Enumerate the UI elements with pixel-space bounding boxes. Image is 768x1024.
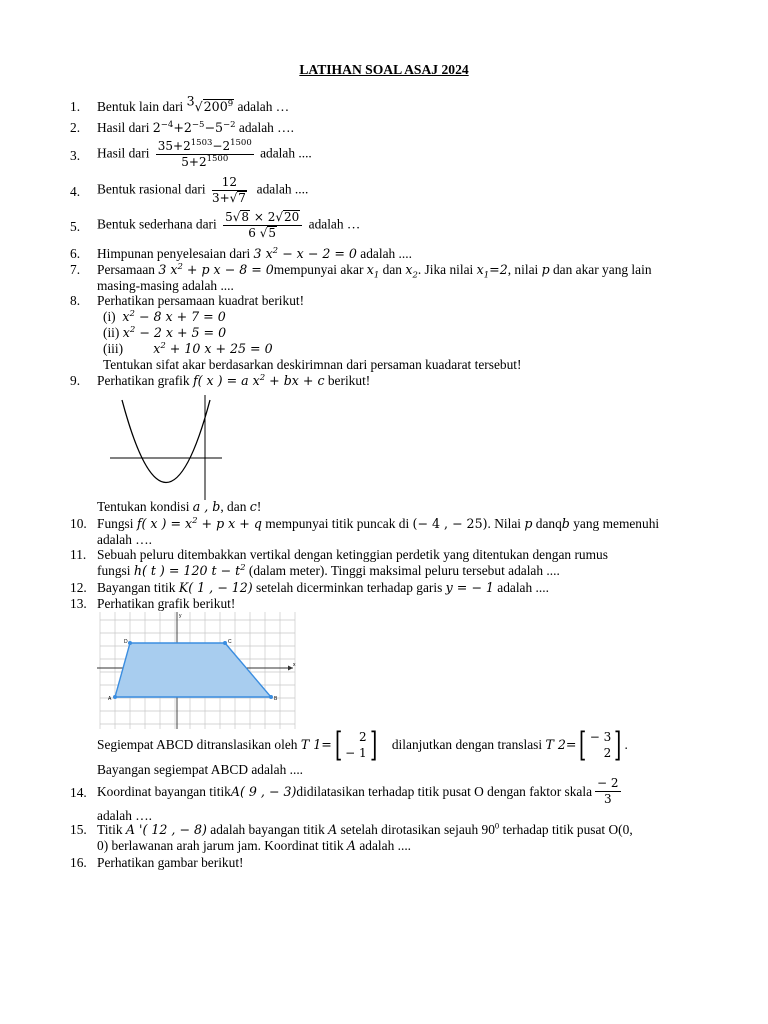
matrix-t2: [ − 3 2 ] [579,725,622,765]
question-6 [70,246,698,262]
question-text: adalah .... [256,145,312,161]
label-d: D [124,639,128,645]
question-9-instruction: Tentukan kondisi a , b, dan c! [97,499,262,514]
question-text: Hasil dari [97,120,153,135]
question-number: 7. [70,262,81,277]
question-8-instruction: Tentukan sifat akar berdasarkan deskirimnan dari persaman kuadarat tersebut! [103,357,522,372]
page-title: LATIHAN SOAL ASAJ 2024 [299,62,469,77]
question-text: adalah …. [235,120,294,135]
question-15: 15. Titik A '( 12 , − 8) adalah bayangan titik A setelah dirotasikan sejauh $90^0$ terhadap titik pusat O(0, 0) berlawanan arah jarum jam. Koordinat titik A adalah .... [70,820,633,853]
label-c: C [228,639,232,645]
question-text: Bentuk sederhana dari [97,216,221,232]
question-text: masing-masing adalah .... [97,278,234,293]
question-3 [70,139,698,170]
trapezoid-abcd [115,643,271,697]
question-number: 11. [70,547,87,562]
fraction: $\frac{12}{3+√7}$ [211,175,246,205]
equation: 3 $x^2 - x - 2 = 0$ [253,245,357,261]
question-2 [70,120,698,136]
question-text: Himpunan penyelesaian dari [97,246,254,261]
sub-item-i: (i) $x^2 - 8$ x + 7 = 0 [103,308,226,324]
question-number: 2. [70,120,81,135]
question-13-closing: Bayangan segiempat ABCD adalah .... [97,762,304,777]
trapezoid-graph [97,612,299,729]
label-x: x [293,662,296,668]
question-number: 5. [70,219,81,234]
sub-item-iii: (iii) $x^2 + 10$ x + 25 = 0 [103,340,273,356]
question-text: Bentuk rasional dari [97,181,209,197]
question-text: adalah … [234,99,290,114]
root-index: 3 [186,93,195,109]
question-13: 13. Perhatikan grafik berikut! [70,596,236,611]
question-text: adalah … [305,216,361,232]
question-14-closing: adalah …. [97,808,153,823]
sub-item-ii: (ii) $x^2 - 2$ x + 5 = 0 [103,324,227,340]
question-10: 10. Fungsi f( x ) = $x^2 + p$ x + q mempunyai titik puncak di (− 4 , − 25). Nilai p danqb yang memenuhi adalah …. [70,515,660,547]
question-13-translation: Segiempat ABCD ditranslasikan oleh T 1 = [ 2 − 1 ] dilanjutkan dengan translasi T 2 = [ − 3 2 ] . [97,725,628,765]
question-number: 14. [70,785,87,800]
question-9: 9. Perhatikan grafik f( x ) = a $x^2$ + bx + c berikut! [70,372,371,388]
question-text: Perhatikan grafik [97,373,193,388]
question-text: Persamaan [97,262,159,277]
matrix-t1: [ 2 − 1 ] [334,725,377,765]
question-text: adalah .... [256,181,309,197]
question-12: 12. Bayangan titik K( 1 , − 12) setelah dicerminkan terhadap garis y = − 1 adalah .... [70,580,549,595]
question-text: Perhatikan persamaan kuadrat berikut! [97,293,305,308]
label-y: y [179,613,182,619]
label-a: A [108,696,112,702]
question-number: 8. [70,293,81,308]
question-7: 7. Persamaan 3 $x^2 + p$ x − 8 = 0mempunyai akar $x_1$ dan $x_2$. Jika nilai $x_1=2$, nilai p dan akar yang lain masing-masing adalah .... [70,261,652,293]
question-number: 1. [70,99,81,114]
question-number: 9. [70,373,81,388]
scale-fraction: $\frac{- 2}{3}$ [597,776,619,806]
question-16: 16. Perhatikan gambar berikut! [70,855,244,870]
question-4 [70,175,698,206]
question-text: Bentuk lain dari [97,99,187,114]
fraction: $\frac{35+2^{1503}-2^{1500}}{5+2^{1500}}$ [157,138,252,169]
expression: $2^{-4}+2^{-5}-5^{-2}$ [152,119,236,135]
question-1: 1. Bentuk lain dari $^3√200^9$ adalah … [70,93,290,114]
question-text: Hasil dari [97,145,153,161]
question-11: 11. Sebuah peluru ditembakkan vertikal dengan ketinggian perdetik yang ditentukan dengan rumus fungsi h( t ) = 120 $t - t^2$ (dalam meter). Tinggi maksimal peluru tersebut adalah .... [70,547,608,578]
question-number: 16. [70,855,87,870]
question-5 [70,210,698,241]
question-text: adalah .... [356,246,412,261]
question-8 [70,293,698,309]
question-number: 10. [70,516,87,531]
question-number: 4. [70,184,81,199]
question-number: 12. [70,580,87,595]
fraction: $\frac{5√8 \times 2√20}{6 √5}$ [223,210,302,241]
question-number: 15. [70,822,87,837]
question-14: 14. Koordinat bayangan titik A( 9 , − 3) didilatasikan terhadap titik pusat O dengan faktor skala $\frac{- 2}{3}$ [70,776,619,806]
parabola-graph [110,395,222,500]
radicand: $200^9$ [203,98,234,114]
question-number: 3. [70,148,81,163]
question-number: 13. [70,596,87,611]
label-b: B [274,696,278,702]
question-number: 6. [70,246,81,261]
